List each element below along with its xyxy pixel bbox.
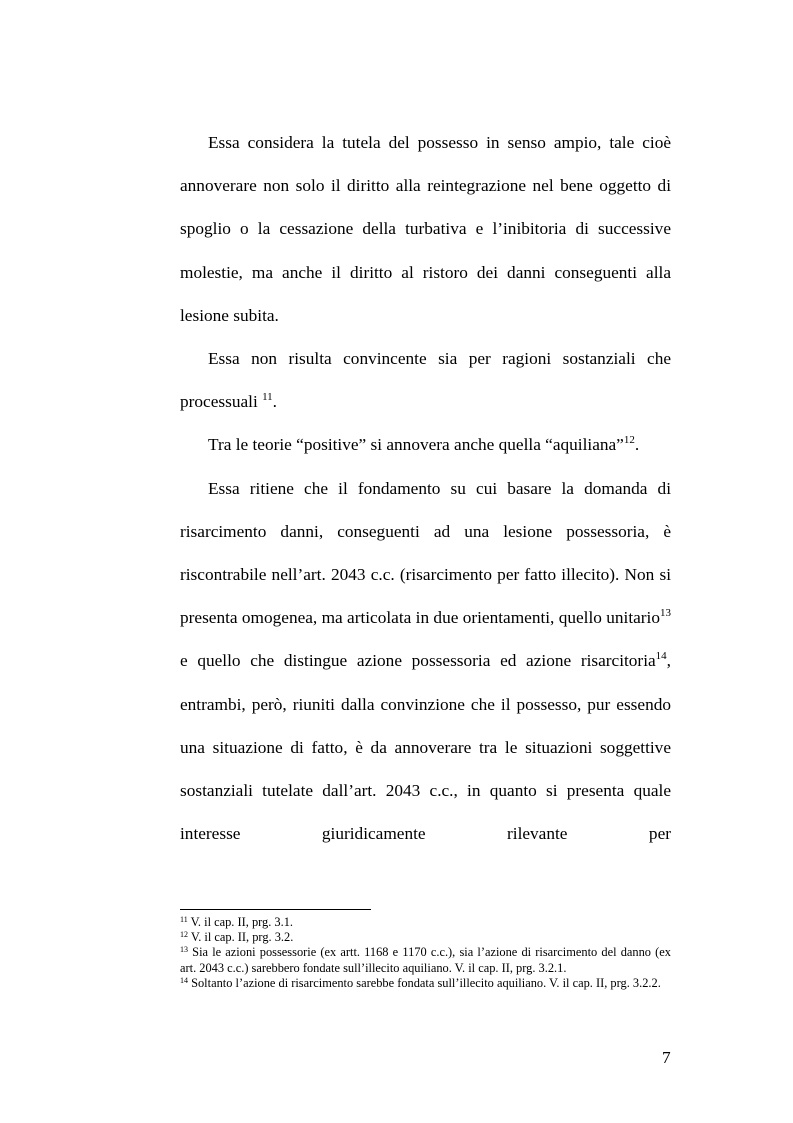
footnote-number: 12 bbox=[180, 930, 188, 940]
paragraph-4-text-b: e quello che distingue azione possessoria ed azione risarcitoria bbox=[180, 651, 656, 671]
footnotes bbox=[180, 915, 671, 991]
footnote-number: 13 bbox=[180, 945, 188, 955]
footnote-ref-11[interactable]: 11 bbox=[262, 391, 273, 404]
paragraph-4-text-c: , entrambi, però, riuniti dalla convinzione che il possesso, pur essendo una situazione di fatto, è da annoverare tra le situazioni soggettive sostanziali tutelate dall’art. 2043 c.c., in quanto si presenta quale interesse giuridicamente rilevante per bbox=[180, 651, 671, 844]
paragraph-2 bbox=[180, 337, 671, 423]
footnote-14 bbox=[180, 976, 671, 991]
footnote-text: Soltanto l’azione di risarcimento sarebbe fondata sull’illecito aquiliano. V. il cap. II, prg. 3.2.2. bbox=[188, 975, 661, 990]
footnote-ref-12[interactable]: 12 bbox=[623, 434, 635, 447]
page-number: 7 bbox=[662, 1048, 671, 1067]
footnote-separator bbox=[180, 909, 371, 910]
paragraph-4-text-a: Essa ritiene che il fondamento su cui basare la domanda di risarcimento danni, conseguenti ad una lesione possessoria, è riscontrabile nell’art. 2043 c.c. (risarcimento per fatto illecito). Non si presenta omogenea, ma articolata in due orientamenti, quello unitario bbox=[180, 478, 671, 628]
footnote-number: 14 bbox=[180, 975, 188, 985]
paragraph-4 bbox=[180, 467, 671, 899]
footnote-ref-13[interactable]: 13 bbox=[660, 607, 671, 620]
paragraph-3-end: . bbox=[634, 435, 640, 455]
paragraph-2-text: Essa non risulta convincente sia per ragioni sostanziali che processuali bbox=[180, 349, 671, 412]
footnote-ref-14[interactable]: 14 bbox=[655, 650, 667, 663]
paragraph-1 bbox=[180, 121, 671, 337]
footnote-text: V. il cap. II, prg. 3.2. bbox=[188, 930, 294, 945]
footnote-text: Sia le azioni possessorie (ex artt. 1168 e 1170 c.c.), sia l’azione di risarcimento del danno (ex art. 2043 c.c.) sarebbero fondate sull’illecito aquiliano. V. il cap. II, prg. 3.2.1. bbox=[180, 945, 671, 975]
footnote-12 bbox=[180, 930, 671, 945]
paragraph-3 bbox=[180, 423, 671, 466]
footnote-number: 11 bbox=[180, 915, 188, 924]
paragraph-1-text: Essa considera la tutela del possesso in senso ampio, tale cioè annoverare non solo il diritto alla reintegrazione nel bene oggetto di spoglio o la cessazione della turbativa e l’inibitoria di successive molestie, ma anche il diritto al ristoro dei danni conseguenti alla lesione subita. bbox=[180, 133, 671, 325]
body-text bbox=[180, 121, 671, 899]
paragraph-2-end: . bbox=[272, 392, 277, 412]
paragraph-3-text: Tra le teorie “positive” si annovera anche quella “aquiliana” bbox=[208, 435, 624, 455]
footnote-13 bbox=[180, 945, 671, 975]
footnote-11 bbox=[180, 915, 671, 930]
footnote-text: V. il cap. II, prg. 3.1. bbox=[187, 915, 294, 929]
